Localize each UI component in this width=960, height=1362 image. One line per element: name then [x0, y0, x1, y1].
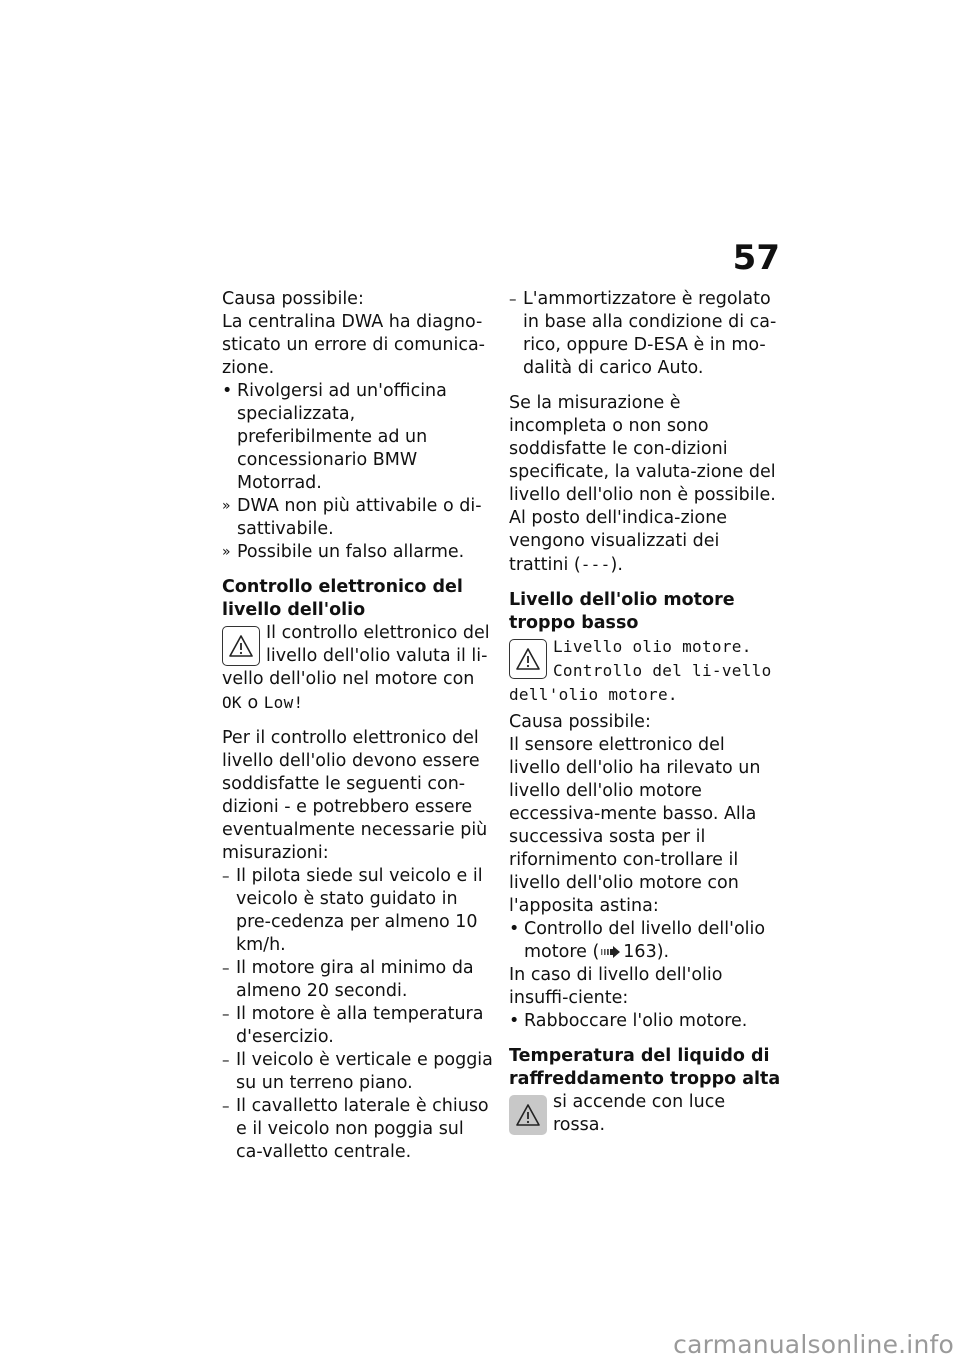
- page-reference-arrow-icon: [601, 946, 621, 958]
- ok-value: OK: [222, 693, 242, 712]
- list-item-result: [222, 541, 494, 564]
- bullet-marker: •: [222, 381, 233, 401]
- result-marker: »: [222, 544, 231, 560]
- result-marker: »: [222, 498, 231, 514]
- right-column: [509, 288, 781, 1149]
- insufficient-text: In caso di livello dell'olio insuffi-ciente:: [509, 965, 723, 1008]
- warning-triangle-icon: [509, 639, 547, 679]
- conditions-intro: Per il controllo elettronico del livello dell'olio devono essere soddisfatte le seguenti con-dizioni - e potrebbero essere eventualmente necessarie più misurazioni:: [222, 728, 488, 863]
- display-message-2: Controllo del li-vello dell'olio motore.: [509, 661, 772, 704]
- condition-item: – L'ammortizzatore è regolato in base alla condizione di ca-rico, oppure D-ESA è in mo-dalità di carico Auto.: [509, 289, 777, 378]
- bullet-text: Rivolgersi ad un'officina specializzata, preferibilmente ad un concessionario BMW Motorrad.: [237, 381, 447, 493]
- section-heading-oil-check: Controllo elettronico del livello dell'olio: [222, 577, 463, 620]
- coolant-paragraph: [509, 1091, 781, 1137]
- incomplete-paragraph: Se la misurazione è incompleta o non sono soddisfatte le con-dizioni specificate, la valuta-zione del livello dell'olio non è possibile. Al posto dell'indica-zione vengono visualizzati dei trattini (---).: [509, 393, 776, 575]
- page-number: 57: [732, 238, 780, 278]
- oil-check-text: Il controllo elettronico del livello dell'olio valuta il li-vello dell'olio nel motore con: [222, 623, 490, 689]
- list-item-result: [222, 495, 494, 541]
- warning-triangle-icon: [222, 626, 260, 666]
- coolant-text: si accende con luce rossa.: [553, 1092, 726, 1135]
- condition-item: – Il motore è alla temperatura d'esercizio.: [222, 1004, 484, 1047]
- result-text: DWA non più attivabile o di-sattivabile.: [237, 496, 482, 539]
- cause-text: La centralina DWA ha diagno-sticato un errore di comunica-zione.: [222, 312, 485, 378]
- section-heading-low-oil: Livello dell'olio motore troppo basso: [509, 590, 735, 633]
- condition-item: – Il veicolo è verticale e poggia su un terreno piano.: [222, 1050, 493, 1093]
- warning-triangle-icon: [509, 1095, 547, 1135]
- condition-item: – Il pilota siede sul veicolo e il veicolo è stato guidato in pre-cedenza per almeno 10 km/h.: [222, 866, 483, 955]
- dashes-value: ---: [580, 555, 611, 574]
- cause-label: Causa possibile:: [222, 289, 364, 309]
- condition-item: – Il cavalletto laterale è chiuso e il veicolo non poggia sul ca-valletto centrale.: [222, 1096, 489, 1162]
- cause-text: Il sensore elettronico del livello dell'olio ha rilevato un livello dell'olio motore eccessiva-mente basso. Alla successiva sosta per il rifornimento con-trollare il livello dell'olio motore con l'apposita astina:: [509, 735, 761, 916]
- left-column: [222, 288, 494, 1164]
- page-reference[interactable]: 163: [623, 942, 657, 962]
- low-value: Low!: [263, 693, 304, 712]
- section-heading-coolant: Temperatura del liquido di raffreddamento troppo alta: [509, 1046, 781, 1089]
- oil-check-paragraph: [222, 622, 494, 715]
- watermark: carmanualsonline.info: [673, 1330, 954, 1359]
- or-word: o: [247, 693, 259, 713]
- condition-item: – Il motore gira al minimo da almeno 20 secondi.: [222, 958, 474, 1001]
- cause-label: Causa possibile:: [509, 712, 651, 732]
- display-message-1: Livello olio motore.: [553, 637, 752, 656]
- list-item-bullet: • Controllo del livello dell'olio motore ( 163).: [509, 919, 766, 962]
- list-item-bullet: • Rabboccare l'olio motore.: [509, 1011, 748, 1031]
- low-oil-display: [509, 635, 781, 707]
- result-text: Possibile un falso allarme.: [237, 542, 465, 562]
- list-item-bullet: [222, 380, 494, 495]
